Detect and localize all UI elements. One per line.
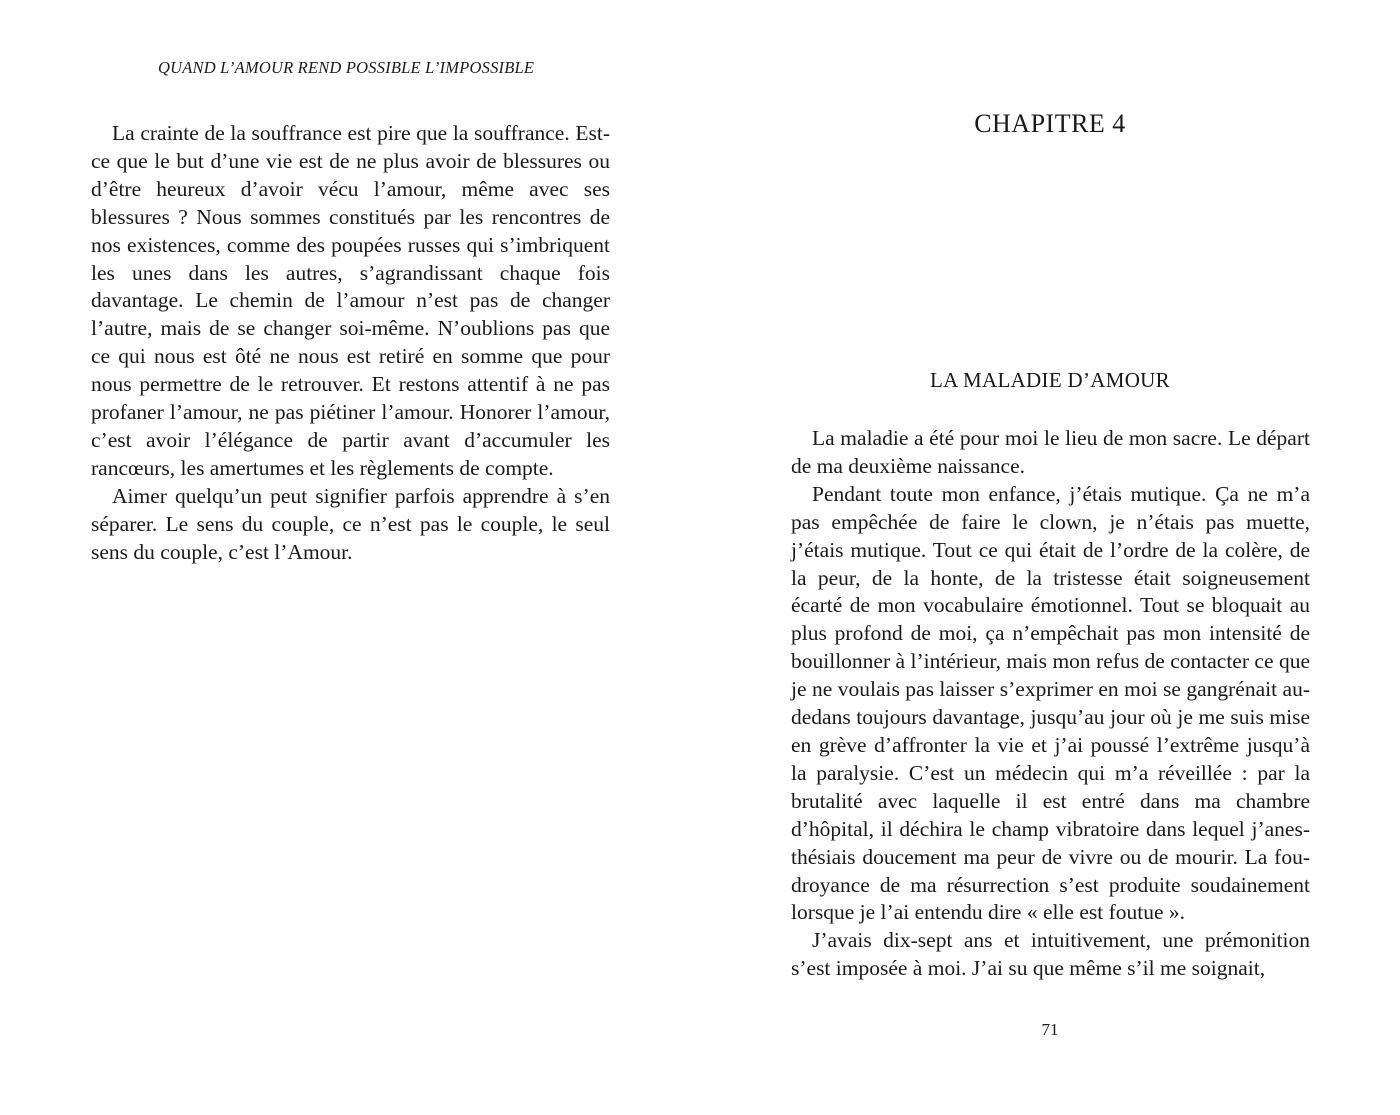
paragraph: Pendant toute mon enfance, j’étais mutique. Ça ne m’a pas empêchée de faire le clown, je n’étais pas muette, j’étais mutique. Tout ce qui était de l’ordre de la colère, de la peur, de la honte, de la tristesse était soigneusement écarté de mon vocabulaire émotionnel. Tout se bloquait au plus profond de moi, ça n’empêchait pas mon intensité de bouillonner à l’intérieur, mais mon refus de contacter ce que je ne voulais pas laisser s’exprimer en moi se gangrénait au-dedans toujours davantage, jusqu’au jour où je me suis mise en grève d’affronter la vie et j’ai poussé l’extrême jusqu’à la paralysie. C’est un médecin qui m’a réveillée : par la brutalité avec laquelle il est entré dans ma chambre d’hôpital, il déchira le champ vibratoire dans lequel j’anesthésiais doucement ma peur de vivre ou de mourir. La foudroyance de ma résurrection s’est produite soudainement lorsque je l’ai entendu dire « elle est foutue ». bbox=[791, 481, 1310, 925]
running-header: QUAND L’AMOUR REND POSSIBLE L’IMPOSSIBLE bbox=[158, 58, 535, 77]
paragraph: La crainte de la souffrance est pire que la souffrance. Est-ce que le but d’une vie est de ne plus avoir de blessures ou d’être heureux d’avoir vécu l’amour, même avec ses blessures ? Nous sommes constitués par les rencontres de nos existences, comme des poupées russes qui s’imbriquent les unes dans les autres, s’agrandissant chaque fois davantage. Le chemin de l’amour n’est pas de changer l’autre, mais de se changer soi-même. N’oublions pas que ce qui nous est ôté ne nous est retiré en somme que pour nous permettre de le retrouver. Et restons attentif à ne pas profaner l’amour, ne pas piétiner l’amour. Honorer l’amour, c’est avoir l’élégance de partir avant d’accumuler les rancœurs, les amertumes et les règlements de compte. bbox=[91, 121, 610, 480]
section-title: LA MALADIE D’AMOUR bbox=[930, 368, 1170, 392]
right-page bbox=[700, 0, 1400, 1115]
paragraph: Aimer quelqu’un peut signifier parfois apprendre à s’en séparer. Le sens du couple, ce n’est pas le couple, le seul sens du couple, c’est l’Amour. bbox=[91, 483, 610, 564]
page-number: 71 bbox=[1041, 1020, 1059, 1039]
left-page-body bbox=[91, 120, 610, 567]
paragraph: J’avais dix-sept ans et intuitivement, une prémonition s’est imposée à moi. J’ai su que même s’il me soignait, bbox=[791, 928, 1310, 981]
right-page-body bbox=[791, 425, 1310, 983]
chapter-title: CHAPITRE 4 bbox=[974, 109, 1126, 138]
paragraph: La maladie a été pour moi le lieu de mon sacre. Le départ de ma deuxième naissance. bbox=[791, 426, 1310, 478]
